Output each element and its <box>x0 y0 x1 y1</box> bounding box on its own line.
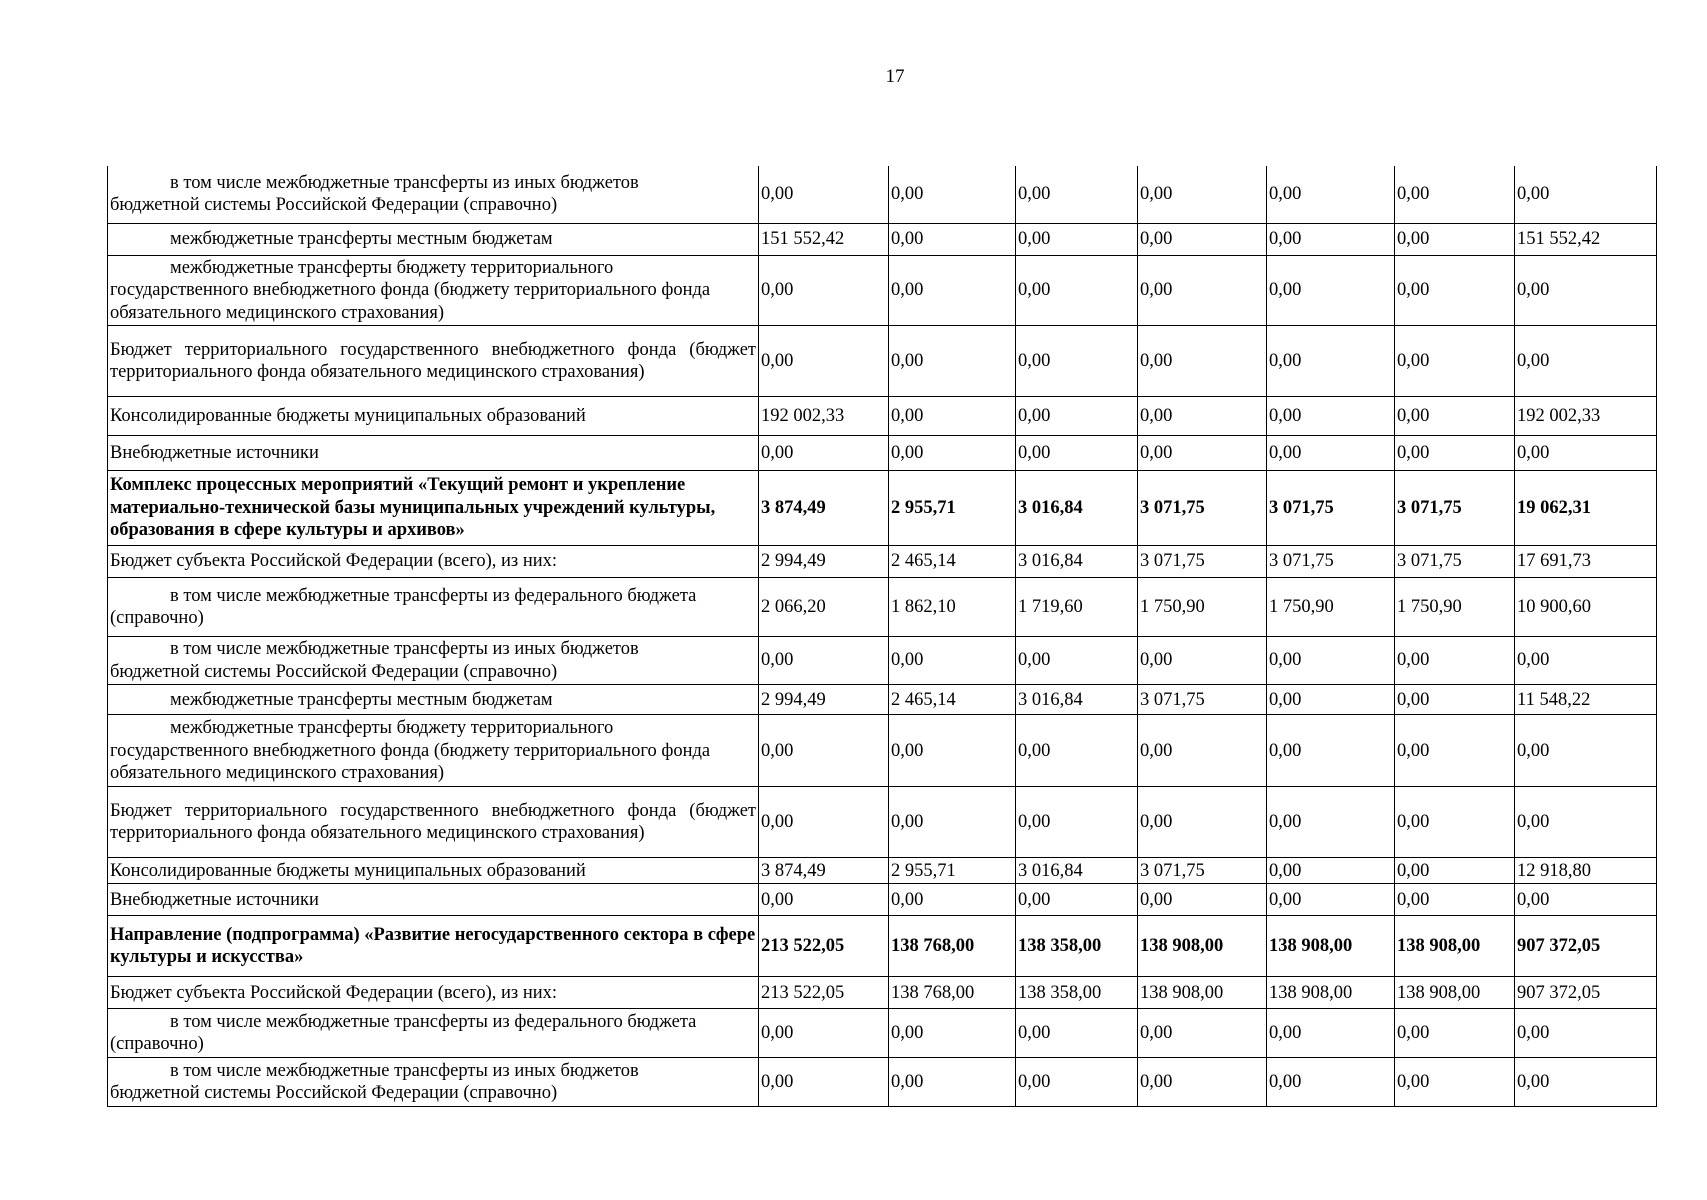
table-row <box>108 436 1657 471</box>
value-cell: 0,00 <box>889 884 1016 916</box>
value-cell: 0,00 <box>1016 436 1138 471</box>
row-name: в том числе межбюджетные трансферты из иных бюджетов бюджетной системы Российской Федерации (справочно) <box>108 1058 759 1107</box>
table-row <box>108 1058 1657 1107</box>
value-cell: 0,00 <box>1267 884 1395 916</box>
table-row <box>108 223 1657 255</box>
value-cell: 2 994,49 <box>759 685 889 715</box>
value-cell: 138 908,00 <box>1267 977 1395 1009</box>
value-cell: 192 002,33 <box>759 397 889 436</box>
value-cell: 0,00 <box>759 884 889 916</box>
value-cell: 0,00 <box>1515 1009 1657 1058</box>
value-cell: 0,00 <box>1267 787 1395 858</box>
value-cell: 19 062,31 <box>1515 471 1657 546</box>
value-cell: 0,00 <box>1267 223 1395 255</box>
value-cell: 0,00 <box>889 715 1016 787</box>
value-cell: 17 691,73 <box>1515 546 1657 578</box>
value-cell: 0,00 <box>1138 223 1267 255</box>
value-cell: 3 071,75 <box>1395 546 1515 578</box>
row-name: Консолидированные бюджеты муниципальных образований <box>108 858 759 884</box>
value-cell: 0,00 <box>759 787 889 858</box>
value-cell: 138 358,00 <box>1016 916 1138 977</box>
value-cell: 0,00 <box>1016 1009 1138 1058</box>
value-cell: 0,00 <box>759 436 889 471</box>
row-name: межбюджетные трансферты местным бюджетам <box>108 685 759 715</box>
value-cell: 0,00 <box>1138 884 1267 916</box>
row-name: Бюджет территориального государственного внебюджетного фонда (бюджет территориального фонда обязательного медицинского страхования) <box>108 326 759 397</box>
value-cell: 0,00 <box>1138 326 1267 397</box>
value-cell: 3 016,84 <box>1016 471 1138 546</box>
value-cell: 2 955,71 <box>889 471 1016 546</box>
value-cell: 1 719,60 <box>1016 578 1138 637</box>
value-cell: 3 071,75 <box>1138 685 1267 715</box>
value-cell: 0,00 <box>759 326 889 397</box>
table-row <box>108 858 1657 884</box>
value-cell: 3 016,84 <box>1016 546 1138 578</box>
value-cell: 0,00 <box>1138 1009 1267 1058</box>
table-row <box>108 787 1657 858</box>
value-cell: 0,00 <box>1515 326 1657 397</box>
value-cell: 0,00 <box>1016 397 1138 436</box>
value-cell: 0,00 <box>1395 397 1515 436</box>
value-cell: 3 016,84 <box>1016 685 1138 715</box>
value-cell: 192 002,33 <box>1515 397 1657 436</box>
value-cell: 0,00 <box>1515 715 1657 787</box>
value-cell: 0,00 <box>1395 884 1515 916</box>
value-cell: 0,00 <box>1267 858 1395 884</box>
value-cell: 2 994,49 <box>759 546 889 578</box>
value-cell: 1 750,90 <box>1267 578 1395 637</box>
row-name: в том числе межбюджетные трансферты из федерального бюджета (справочно) <box>108 578 759 637</box>
value-cell: 151 552,42 <box>1515 223 1657 255</box>
value-cell: 0,00 <box>1515 884 1657 916</box>
value-cell: 0,00 <box>889 637 1016 685</box>
value-cell: 0,00 <box>1138 166 1267 223</box>
table-row <box>108 916 1657 977</box>
value-cell: 11 548,22 <box>1515 685 1657 715</box>
value-cell: 2 465,14 <box>889 685 1016 715</box>
value-cell: 3 071,75 <box>1138 546 1267 578</box>
value-cell: 0,00 <box>1395 787 1515 858</box>
value-cell: 0,00 <box>1267 715 1395 787</box>
value-cell: 138 358,00 <box>1016 977 1138 1009</box>
value-cell: 12 918,80 <box>1515 858 1657 884</box>
budget-table <box>107 166 1657 1107</box>
value-cell: 0,00 <box>1016 715 1138 787</box>
table-row <box>108 471 1657 546</box>
row-name: в том числе межбюджетные трансферты из федерального бюджета (справочно) <box>108 1009 759 1058</box>
value-cell: 3 016,84 <box>1016 858 1138 884</box>
value-cell: 0,00 <box>1138 397 1267 436</box>
value-cell: 151 552,42 <box>759 223 889 255</box>
value-cell: 3 071,75 <box>1138 858 1267 884</box>
table-row <box>108 715 1657 787</box>
value-cell: 0,00 <box>1515 787 1657 858</box>
value-cell: 0,00 <box>1395 858 1515 884</box>
value-cell: 3 071,75 <box>1267 471 1395 546</box>
value-cell: 0,00 <box>1138 715 1267 787</box>
table-row <box>108 326 1657 397</box>
table-row <box>108 685 1657 715</box>
value-cell: 1 862,10 <box>889 578 1016 637</box>
value-cell: 0,00 <box>1138 787 1267 858</box>
value-cell: 907 372,05 <box>1515 977 1657 1009</box>
value-cell: 2 465,14 <box>889 546 1016 578</box>
value-cell: 3 071,75 <box>1395 471 1515 546</box>
table-row <box>108 884 1657 916</box>
value-cell: 0,00 <box>889 223 1016 255</box>
value-cell: 0,00 <box>759 1058 889 1107</box>
value-cell: 0,00 <box>1515 436 1657 471</box>
table-row <box>108 977 1657 1009</box>
value-cell: 0,00 <box>1016 326 1138 397</box>
value-cell: 0,00 <box>759 637 889 685</box>
value-cell: 0,00 <box>1016 255 1138 326</box>
value-cell: 0,00 <box>759 255 889 326</box>
value-cell: 0,00 <box>1395 436 1515 471</box>
value-cell: 0,00 <box>1016 223 1138 255</box>
value-cell: 0,00 <box>1138 1058 1267 1107</box>
page-number: 17 <box>885 66 905 87</box>
value-cell: 0,00 <box>889 1009 1016 1058</box>
value-cell: 0,00 <box>1515 255 1657 326</box>
value-cell: 0,00 <box>889 1058 1016 1107</box>
value-cell: 0,00 <box>1515 637 1657 685</box>
value-cell: 0,00 <box>1395 1009 1515 1058</box>
table-row <box>108 578 1657 637</box>
value-cell: 0,00 <box>1016 637 1138 685</box>
value-cell: 213 522,05 <box>759 977 889 1009</box>
row-name: межбюджетные трансферты бюджету территориального государственного внебюджетного фонда (бюджету территориального фонда обязательного медицинского страхования) <box>108 255 759 326</box>
value-cell: 0,00 <box>1395 255 1515 326</box>
value-cell: 0,00 <box>889 436 1016 471</box>
row-name: Направление (подпрограмма) «Развитие негосударственного сектора в сфере культуры и искусства» <box>108 916 759 977</box>
value-cell: 0,00 <box>1138 637 1267 685</box>
value-cell: 0,00 <box>759 1009 889 1058</box>
value-cell: 0,00 <box>889 397 1016 436</box>
row-name: в том числе межбюджетные трансферты из иных бюджетов бюджетной системы Российской Федерации (справочно) <box>108 637 759 685</box>
value-cell: 0,00 <box>1395 1058 1515 1107</box>
value-cell: 0,00 <box>1016 884 1138 916</box>
value-cell: 0,00 <box>1267 255 1395 326</box>
table-row <box>108 1009 1657 1058</box>
value-cell: 0,00 <box>1515 1058 1657 1107</box>
value-cell: 138 908,00 <box>1267 916 1395 977</box>
table-row <box>108 255 1657 326</box>
value-cell: 0,00 <box>1395 166 1515 223</box>
value-cell: 0,00 <box>1267 685 1395 715</box>
value-cell: 138 908,00 <box>1138 916 1267 977</box>
row-name: межбюджетные трансферты бюджету территориального государственного внебюджетного фонда (бюджету территориального фонда обязательного медицинского страхования) <box>108 715 759 787</box>
table-row <box>108 546 1657 578</box>
value-cell: 138 908,00 <box>1138 977 1267 1009</box>
value-cell: 0,00 <box>1267 397 1395 436</box>
value-cell: 3 874,49 <box>759 858 889 884</box>
value-cell: 1 750,90 <box>1138 578 1267 637</box>
value-cell: 10 900,60 <box>1515 578 1657 637</box>
row-name: Бюджет субъекта Российской Федерации (всего), из них: <box>108 977 759 1009</box>
value-cell: 3 874,49 <box>759 471 889 546</box>
value-cell: 0,00 <box>1016 1058 1138 1107</box>
value-cell: 0,00 <box>1395 685 1515 715</box>
value-cell: 0,00 <box>1138 436 1267 471</box>
value-cell: 0,00 <box>889 255 1016 326</box>
value-cell: 0,00 <box>1016 787 1138 858</box>
value-cell: 213 522,05 <box>759 916 889 977</box>
row-name: Внебюджетные источники <box>108 884 759 916</box>
value-cell: 3 071,75 <box>1267 546 1395 578</box>
value-cell: 0,00 <box>1138 255 1267 326</box>
value-cell: 907 372,05 <box>1515 916 1657 977</box>
value-cell: 0,00 <box>889 166 1016 223</box>
row-name: Бюджет территориального государственного внебюджетного фонда (бюджет территориального фонда обязательного медицинского страхования) <box>108 787 759 858</box>
table-row <box>108 637 1657 685</box>
value-cell: 0,00 <box>1395 715 1515 787</box>
value-cell: 0,00 <box>1395 637 1515 685</box>
row-name: Внебюджетные источники <box>108 436 759 471</box>
row-name: Комплекс процессных мероприятий «Текущий ремонт и укрепление материально-технической базы муниципальных учреждений культуры, образования в сфере культуры и архивов» <box>108 471 759 546</box>
table-row <box>108 397 1657 436</box>
row-name: Консолидированные бюджеты муниципальных образований <box>108 397 759 436</box>
value-cell: 138 908,00 <box>1395 916 1515 977</box>
value-cell: 0,00 <box>1395 326 1515 397</box>
row-name: Бюджет субъекта Российской Федерации (всего), из них: <box>108 546 759 578</box>
value-cell: 0,00 <box>759 715 889 787</box>
value-cell: 0,00 <box>1267 166 1395 223</box>
row-name: в том числе межбюджетные трансферты из иных бюджетов бюджетной системы Российской Федерации (справочно) <box>108 166 759 223</box>
value-cell: 3 071,75 <box>1138 471 1267 546</box>
value-cell: 0,00 <box>889 787 1016 858</box>
value-cell: 0,00 <box>1395 223 1515 255</box>
value-cell: 138 768,00 <box>889 977 1016 1009</box>
value-cell: 0,00 <box>1267 326 1395 397</box>
value-cell: 0,00 <box>1267 637 1395 685</box>
value-cell: 0,00 <box>759 166 889 223</box>
value-cell: 0,00 <box>1267 1009 1395 1058</box>
value-cell: 138 908,00 <box>1395 977 1515 1009</box>
row-name: межбюджетные трансферты местным бюджетам <box>108 223 759 255</box>
value-cell: 0,00 <box>1267 436 1395 471</box>
value-cell: 1 750,90 <box>1395 578 1515 637</box>
value-cell: 0,00 <box>1515 166 1657 223</box>
value-cell: 0,00 <box>1016 166 1138 223</box>
table-row <box>108 166 1657 223</box>
value-cell: 0,00 <box>889 326 1016 397</box>
value-cell: 2 955,71 <box>889 858 1016 884</box>
value-cell: 0,00 <box>1267 1058 1395 1107</box>
value-cell: 138 768,00 <box>889 916 1016 977</box>
value-cell: 2 066,20 <box>759 578 889 637</box>
